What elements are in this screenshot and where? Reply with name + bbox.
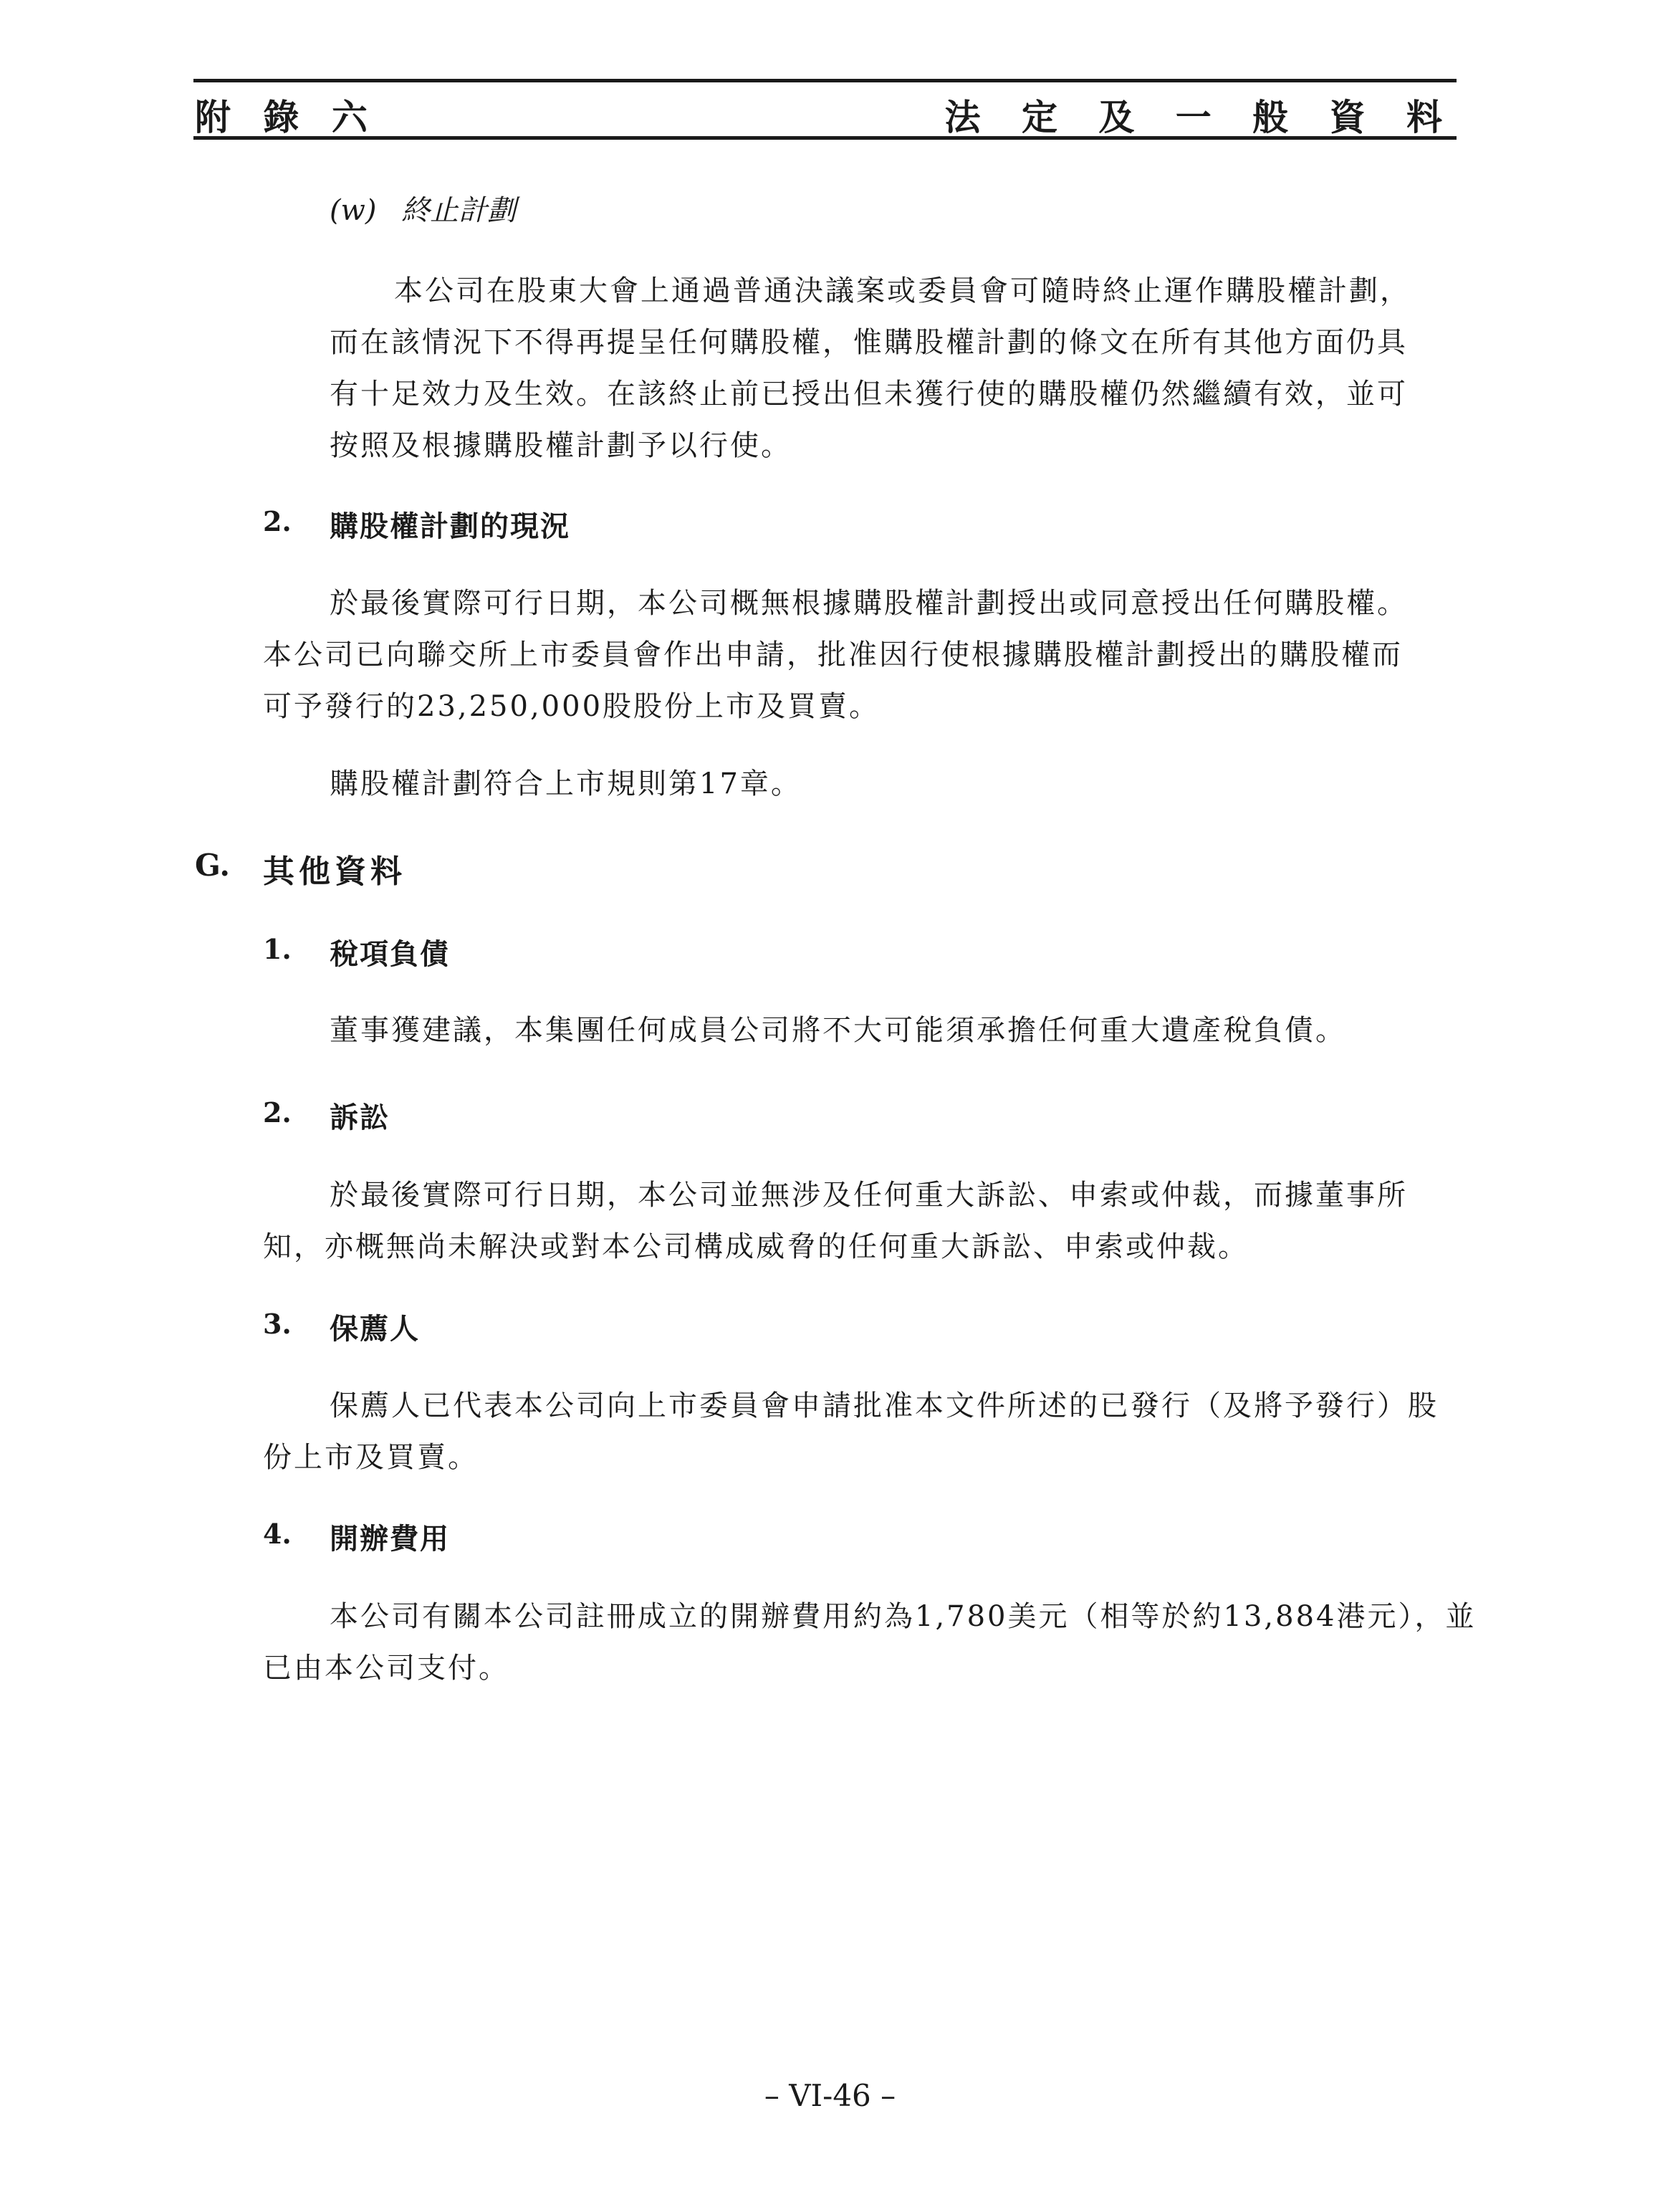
header-bottom-rule <box>193 136 1457 140</box>
item-3-title: 保薦人 <box>330 1312 420 1346</box>
paragraph-line: 知，亦概無尚未解決或對本公司構成威脅的任何重大訴訟、申索或仲裁。 <box>263 1230 1249 1263</box>
paragraph-line: 而在該情況下不得再提呈任何購股權，惟購股權計劃的條文在所有其他方面仍具 <box>330 326 1408 359</box>
item-4-title: 開辦費用 <box>330 1522 450 1556</box>
subsection-w-heading <box>330 188 516 229</box>
item-1-paragraph <box>330 1005 1346 1056</box>
subsection-w-paragraph <box>330 265 1458 471</box>
paragraph-line: 可予發行的23,250,000股股份上市及買賣。 <box>263 690 881 723</box>
paragraph-line: 本公司已向聯交所上市委員會作出申請，批准因行使根據購股權計劃授出的購股權而 <box>263 638 1403 671</box>
paragraph-line: 於最後實際可行日期，本公司並無涉及任何重大訴訟、申索或仲裁，而據董事所 <box>330 1179 1408 1212</box>
paragraph-line: 本公司有關本公司註冊成立的開辦費用約為1,780美元（相等於約13,884港元），並 <box>330 1600 1477 1633</box>
item-1-title: 稅項負債 <box>330 937 450 971</box>
item-4-paragraph <box>263 1591 1477 1694</box>
item-2-number: 2. <box>263 1096 292 1129</box>
item-2-paragraph <box>263 1169 1458 1273</box>
section-G-title: 其他資料 <box>263 853 406 890</box>
appendix-title: 法 定 及 一 般 資 料 <box>944 96 1457 138</box>
item-2-title: 訴訟 <box>330 1101 390 1134</box>
item-4-number: 4. <box>263 1518 292 1550</box>
item-1-number: 1. <box>263 933 292 965</box>
paragraph-line: 本公司在股東大會上通過普通決議案或委員會可隨時終止運作購股權計劃， <box>394 274 1411 307</box>
header-top-rule <box>193 79 1457 82</box>
paragraph-line: 按照及根據購股權計劃予以行使。 <box>330 429 792 462</box>
paragraph-line: 份上市及買賣。 <box>263 1441 479 1474</box>
appendix-label: 附 錄 六 <box>195 96 378 138</box>
section-2-number: 2. <box>263 505 292 537</box>
paragraph-line: 購股權計劃符合上市規則第17章。 <box>330 767 802 800</box>
section-G-letter: G. <box>195 848 230 883</box>
subsection-w-title: 終止計劃 <box>401 194 517 227</box>
paragraph-line: 董事獲建議，本集團任何成員公司將不大可能須承擔任何重大遺產稅負債。 <box>330 1014 1346 1047</box>
paragraph-line: 有十足效力及生效。在該終止前已授出但未獲行使的購股權仍然繼續有效，並可 <box>330 378 1408 411</box>
subsection-w-number: (w) <box>330 194 377 227</box>
page-number: – VI-46 – <box>764 2078 896 2113</box>
section-2-paragraph <box>263 578 1458 732</box>
paragraph-line: 已由本公司支付。 <box>263 1652 509 1685</box>
paragraph-line: 保薦人已代表本公司向上市委員會申請批准本文件所述的已發行（及將予發行）股 <box>330 1389 1439 1422</box>
item-3-number: 3. <box>263 1308 292 1340</box>
section-2-note <box>330 758 802 810</box>
paragraph-line: 於最後實際可行日期，本公司概無根據購股權計劃授出或同意授出任何購股權。 <box>330 587 1408 620</box>
section-2-title: 購股權計劃的現況 <box>330 509 570 543</box>
item-3-paragraph <box>263 1380 1458 1483</box>
